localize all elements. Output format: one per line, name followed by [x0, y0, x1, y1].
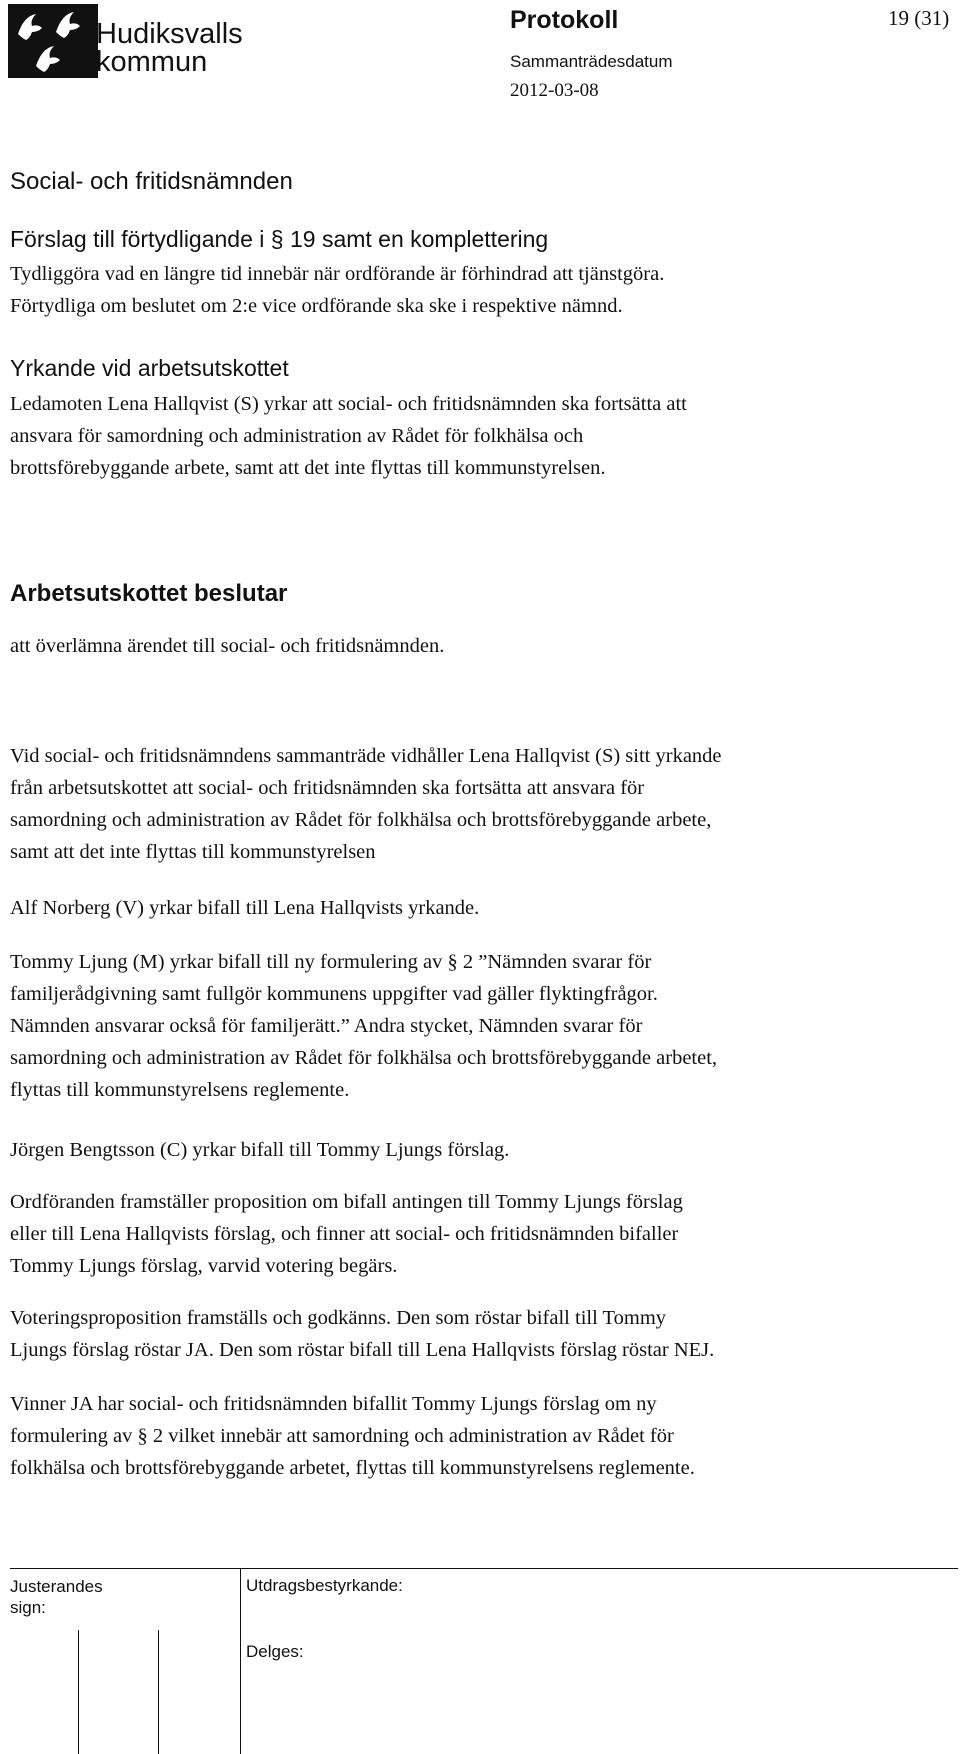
paragraph-result: [10, 1388, 955, 1484]
text-line: Voteringsproposition framställs och godkänns. Den som röstar bifall till Tommy: [10, 1307, 667, 1329]
text-line: formulering av § 2 vilket innebär att samordning och administration av Rådet för: [10, 1425, 674, 1447]
paragraph-norberg: [10, 892, 955, 924]
extract-certified-label: Utdragsbestyrkande:: [246, 1576, 403, 1595]
signature-box-divider: [78, 1630, 79, 1754]
section-heading-motion: Yrkande vid arbetsutskottet: [10, 355, 289, 381]
document-type: Protokoll: [510, 6, 619, 34]
text-line: Vinner JA har social- och fritidsnämnden bifallit Tommy Ljungs förslag om ny: [10, 1393, 657, 1415]
text-line: Ljungs förslag röstar JA. Den som röstar bifall till Lena Hallqvists förslag röstar NEJ.: [10, 1339, 715, 1361]
text-line: folkhälsa och brottsförebyggande arbetet, flyttas till kommunstyrelsens reglemente.: [10, 1457, 695, 1479]
text-line: familjerådgivning samt fullgör kommunens uppgifter vad gäller flyktingfrågor.: [10, 983, 658, 1005]
footer-column-divider: [240, 1568, 241, 1754]
paragraph-ljung: [10, 946, 955, 1106]
section-heading-proposal: Förslag till förtydligande i § 19 samt en komplettering: [10, 226, 549, 252]
paragraph-vote: [10, 1302, 955, 1366]
text-line: samt att det inte flyttas till kommunstyrelsen: [10, 841, 376, 863]
paragraph-hallqvist-motion: [10, 740, 955, 868]
paragraph-bengtsson: [10, 1134, 955, 1166]
section-body-motion: [10, 388, 955, 484]
section-heading-decision: Arbetsutskottet beslutar: [10, 580, 288, 607]
paragraph-proposition: [10, 1186, 955, 1282]
text-line: flyttas till kommunstyrelsens reglemente.: [10, 1079, 350, 1101]
committee-name: Social- och fritidsnämnden: [10, 168, 293, 195]
meeting-date-label: Sammanträdesdatum: [510, 52, 673, 71]
text-line: eller till Lena Hallqvists förslag, och finner att social- och fritidsnämnden bifaller: [10, 1223, 679, 1245]
text-line: samordning och administration av Rådet för folkhälsa och brottsförebyggande arbetet,: [10, 1047, 718, 1069]
text-line: Vid social- och fritidsnämndens sammanträde vidhåller Lena Hallqvist (S) sitt yrkande: [10, 745, 722, 767]
logo-line-2: kommun: [96, 46, 208, 78]
text-line: Tydliggöra vad en längre tid innebär när ordförande är förhindrad att tjänstgöra.: [10, 263, 665, 285]
municipality-name: [96, 20, 243, 76]
text-line: Ordföranden framställer proposition om bifall antingen till Tommy Ljungs förslag: [10, 1191, 683, 1213]
text-line: från arbetsutskottet att social- och fritidsnämnden ska fortsätta att ansvara för: [10, 777, 645, 799]
signature-box-divider: [158, 1630, 159, 1754]
text-line: Jörgen Bengtsson (C) yrkar bifall till Tommy Ljungs förslag.: [10, 1139, 510, 1161]
meeting-date-value: 2012-03-08: [510, 80, 599, 101]
footer-divider: [10, 1568, 958, 1569]
text-line: Alf Norberg (V) yrkar bifall till Lena Hallqvists yrkande.: [10, 897, 480, 919]
text-line: Förtydliga om beslutet om 2:e vice ordförande ska ske i respektive nämnd.: [10, 295, 623, 317]
logo-line-1: Hudiksvalls: [96, 18, 243, 50]
decision-text: att överlämna ärendet till social- och fritidsnämnden.: [10, 635, 445, 657]
page-number: 19 (31): [888, 6, 950, 30]
text-line: Tommy Ljung (M) yrkar bifall till ny formulering av § 2 ”Nämnden svarar för: [10, 951, 652, 973]
text-line: samordning och administration av Rådet för folkhälsa och brottsförebyggande arbete,: [10, 809, 712, 831]
text-line: Nämnden ansvarar också för familjerätt.” Andra stycket, Nämnden svarar för: [10, 1015, 643, 1037]
text-line: brottsförebyggande arbete, samt att det inte flyttas till kommunstyrelsen.: [10, 457, 606, 479]
text-line: Tommy Ljungs förslag, varvid votering begärs.: [10, 1255, 398, 1277]
text-line: ansvara för samordning och administration av Rådet för folkhälsa och: [10, 425, 584, 447]
text-line: Ledamoten Lena Hallqvist (S) yrkar att social- och fritidsnämnden ska fortsätta att: [10, 393, 687, 415]
signers-label: Justerandes sign:: [10, 1577, 103, 1617]
distributed-label: Delges:: [246, 1642, 304, 1661]
goat-heads-logo-icon: [8, 4, 98, 78]
section-body-proposal: [10, 258, 955, 322]
